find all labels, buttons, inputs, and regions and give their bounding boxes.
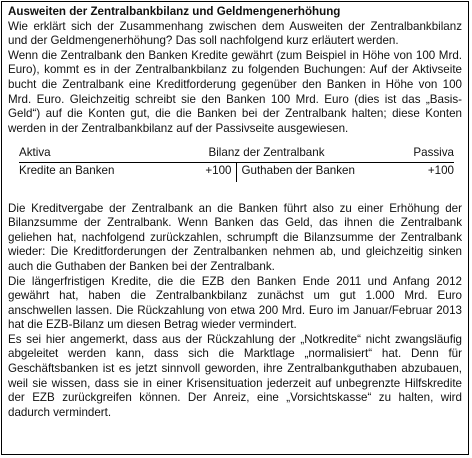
balance-sheet-title: Bilanz der Zentralbank	[208, 146, 325, 160]
liabilities-item: Guthaben der Banken	[241, 163, 355, 177]
balance-sheet-header	[19, 146, 454, 163]
assets-header: Aktiva	[19, 146, 51, 160]
repayment-note-paragraph: Es sei hier angemerkt, dass aus der Rückzahlung der „Notkredite“ nicht zwangsläufig abgeleitet werden kann, dass sich die Marktlage „normalisiert“ hat. Denn für Geschäftsbanken ist es jetzt sinnvoll geworden, ihre Zentralbankguthaben abzubauen, weil sie wissen, dass sie in einer Krisensituation jederzeit auf unbegrenzte Hilfskredite der EZB zurückgreifen können. Der Anreiz, eine „Vorsichtskasse“ zu halten, wird dadurch vermindert.	[8, 332, 462, 419]
balance-sheet-table	[19, 146, 454, 181]
text-box	[1, 1, 469, 455]
liabilities-side	[237, 163, 455, 182]
assets-side	[19, 163, 237, 182]
assets-item: Kredite an Banken	[19, 163, 115, 177]
box-title: Ausweiten der Zentralbankbilanz und Geldmengenerhöhung	[8, 5, 341, 18]
balance-sheet-row	[19, 163, 454, 182]
ecb-credits-paragraph: Die längerfristigen Kredite, die die EZB den Banken Ende 2011 und Anfang 2012 gewährt hat, haben die Zentralbankbilanz zunächst um gut 1.000 Mrd. Euro anschwellen lassen. Die Rückzahlung von etwa 200 Mrd. Euro im Januar/Februar 2013 hat die EZB-Bilanz um diesen Betrag wieder vermindert.	[8, 274, 462, 332]
spacer	[8, 182, 462, 202]
intro-paragraph: Wie erklärt sich der Zusammenhang zwischen dem Ausweiten der Zentralbankbilanz und der Geldmengenerhöhung? Das soll nachfolgend kurz erläutert werden.	[8, 19, 462, 48]
booking-paragraph: Wenn die Zentralbank den Banken Kredite gewährt (zum Beispiel in Höhe von 100 Mrd. Euro), kommt es in der Zentralbankbilanz zu folgenden Buchungen: Auf der Aktivseite bucht die Zentralbank eine Kreditforderung gegenüber den Banken in Höhe von 100 Mrd. Euro. Gleichzeitig schreibt sie den Banken 100 Mrd. Euro (dies ist das „Basis-Geld“) auf die Konten gut, die die Banken bei der Zentralbank halten; diese Konten werden in der Zentralbankbilanz auf der Passivseite ausgewiesen.	[8, 48, 462, 135]
credit-effect-paragraph: Die Kreditvergabe der Zentralbank an die Banken führt also zu einer Erhöhung der Bilanzsumme der Zentralbank. Wenn Banken das Geld, das ihnen die Zentralbank geliehen hat, nachfolgend zurückzahlen, schrumpft die Bilanzsumme der Zentralbank wieder: Die Kreditforderungen der Zentralbanken nehmen ab, und gleichzeitig sinken auch die Guthaben der Banken bei der Zentralbank.	[8, 201, 462, 273]
assets-value: +100	[205, 163, 232, 177]
liabilities-value: +100	[427, 163, 454, 177]
liabilities-header: Passiva	[413, 146, 454, 160]
